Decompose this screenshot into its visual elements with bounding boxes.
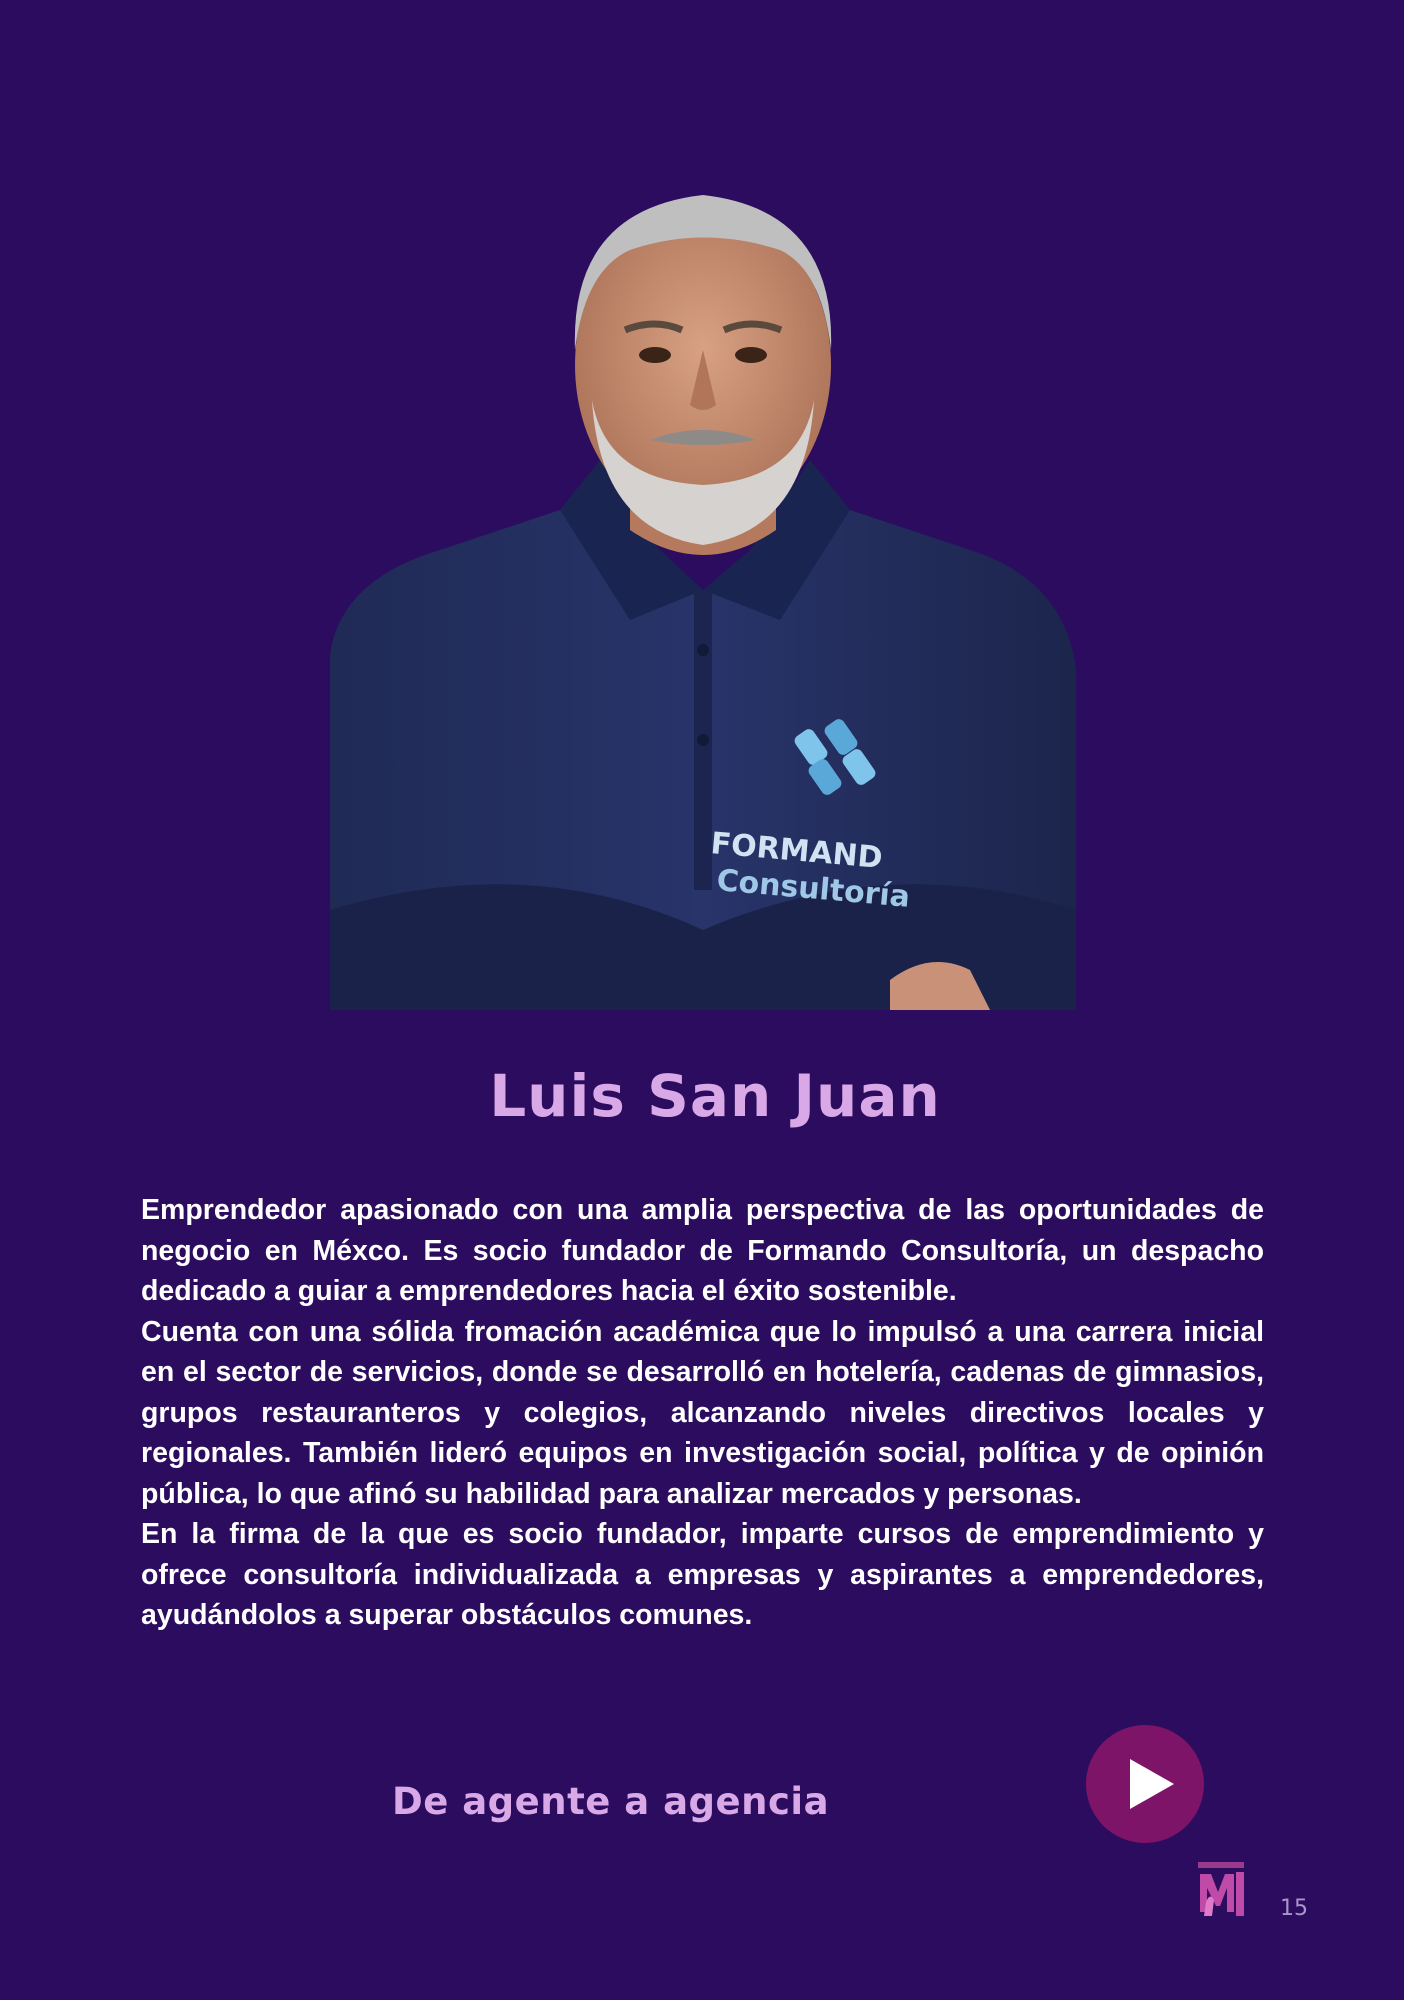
play-icon — [1086, 1725, 1204, 1843]
bio-paragraph-2: Cuenta con una sólida fromación académica que lo impulsó a una carrera inicial en el sector de servicios, donde se desarrolló en hotelería, cadenas de gimnasios, grupos restauranteros y colegios, alcanzando niveles directivos locales y regionales. También lideró equipos en investigación social, política y de opinión pública, lo que afinó su habilidad para analizar mercados y personas. — [141, 1315, 1264, 1510]
shirt-logo-line1: FORMAND — [709, 826, 884, 876]
shirt-logo-line2: Consultoría — [715, 863, 912, 915]
person-name: Luis San Juan — [489, 1062, 941, 1130]
bio-text — [141, 1190, 1264, 1636]
bio-paragraph-3: En la firma de la que es socio fundador, imparte cursos de emprendimiento y ofrece consultoría individualizada a empresas y aspirantes a emprendedores, ayudándolos a superar obstáculos comunes. — [141, 1518, 1264, 1631]
profile-photo — [330, 150, 1076, 1010]
video-title[interactable]: De agente a agencia — [392, 1780, 830, 1823]
page-number: 15 — [1280, 1896, 1308, 1921]
play-button[interactable] — [1086, 1725, 1204, 1843]
bio-paragraph-1: Emprendedor apasionado con una amplia perspectiva de las oportunidades de negocio en Méxco. Es socio fundador de Formando Consultoría, un despacho dedicado a guiar a emprendedores hacia el éxito sostenible. — [141, 1194, 1264, 1307]
magazine-logo-icon — [1198, 1862, 1244, 1918]
